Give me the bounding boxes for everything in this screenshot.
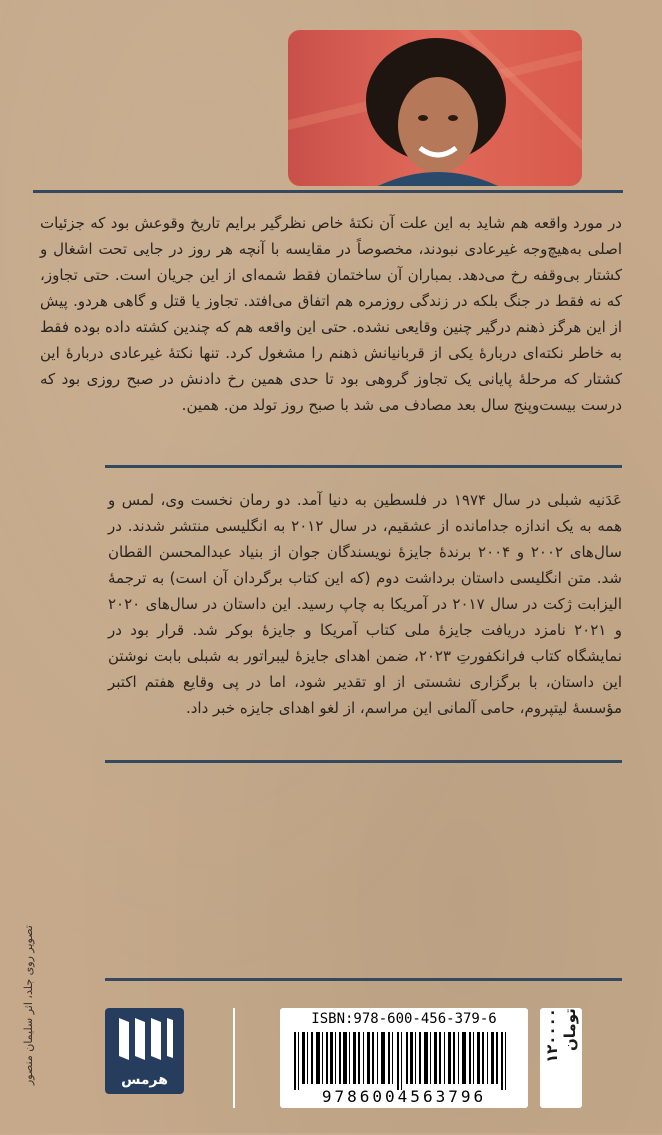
price-box	[540, 1008, 582, 1108]
barcode-digits: 9786004563796	[321, 1087, 487, 1106]
author-bio-text: عَدَنیه شبلی در سال ۱۹۷۴ در فلسطین به دنیا آمد. دو رمان نخست وی، لمس و همه به یک اندازه جدامانده از عشقیم، در سال ۲۰۱۲ به انگلیسی منتشر شدند. در سال‌های ۲۰۰۲ و ۲۰۰۴ برندهٔ جایزهٔ نویسندگان جوان از بنیاد عبدالمحسن القطان شد. متن انگلیسی داستان برداشت دوم (که این کتاب برگردان آن است) به ترجمهٔ الیزابت ژکت در سال ۲۰۱۷ در آمریکا به چاپ رسید. این داستان در سال‌های ۲۰۲۰ و ۲۰۲۱ نامزد دریافت جایزهٔ ملی کتاب آمریکا و جایزهٔ بوکر شد. قرار بود در نمایشگاه کتاب فرانکفورتِ ۲۰۲۳، ضمن اهدای جایزهٔ لیبراتور به شبلی بابت نوشتن این داستان، با برگزاری نشستی از او تقدیر شود، اما در پی وقایع هفتم اکتبر مؤسسهٔ لیتپروم، حامی آلمانی این مراسم، از لغو اهدای جایزه خبر داد.	[108, 491, 622, 717]
excerpt-paragraph	[40, 210, 622, 418]
divider-middle	[105, 465, 622, 468]
price-label: ۱۲۰۰۰۰ تومان	[543, 1008, 579, 1063]
divider-bottom	[105, 760, 622, 763]
isbn-number: ISBN:978-600-456-379-6	[311, 1011, 497, 1027]
divider-top	[33, 190, 623, 193]
author-photo	[288, 30, 582, 186]
publisher-name: هرمس	[121, 1072, 168, 1088]
vertical-divider	[233, 1008, 235, 1108]
author-bio-paragraph	[108, 487, 622, 721]
excerpt-text: در مورد واقعه هم شاید به این علت آن نکتهٔ خاص نظرگیر برایم تاریخ وقوعش بود که جزئیات اصلی به‌هیچ‌وجه غیرعادی نبودند، مخصوصاً در مقایسه با آنچه هر روز در جایی تحت اشغال و کشتار بی‌وقفه رخ می‌دهد. بمباران آن ساختمان فقط شمه‌ای از این جریان است. حتی تجاوز، که نه فقط در جنگ بلکه در زندگی روزمره هم اتفاق می‌افتد. تجاوز یا قتل و گاهی هردو. پیش از این هرگز ذهنم درگیر چنین وقایعی نشده. حتی این واقعه هم که چندین کشته داده بوده فقط به خاطر نکته‌ای دربارهٔ یکی از قربانیانش ذهنم را مشغول کرد. تنها نکتهٔ غیرعادی دربارهٔ این کشتار که مرحلهٔ پایانی یک تجاوز گروهی بود تا حدی همین رخ دادنش در صبح روزی بود که درست بیست‌وپنج سال بعد مصادف می شد با صبح روز تولد من. همین.	[40, 214, 622, 414]
cover-credit: تصویر روی جلد، اثر سلیمان منصور	[22, 925, 35, 1085]
divider-footer	[105, 978, 622, 981]
book-stack-icon	[105, 1008, 184, 1068]
publisher-logo	[105, 1008, 184, 1094]
barcode-box	[280, 1008, 528, 1108]
